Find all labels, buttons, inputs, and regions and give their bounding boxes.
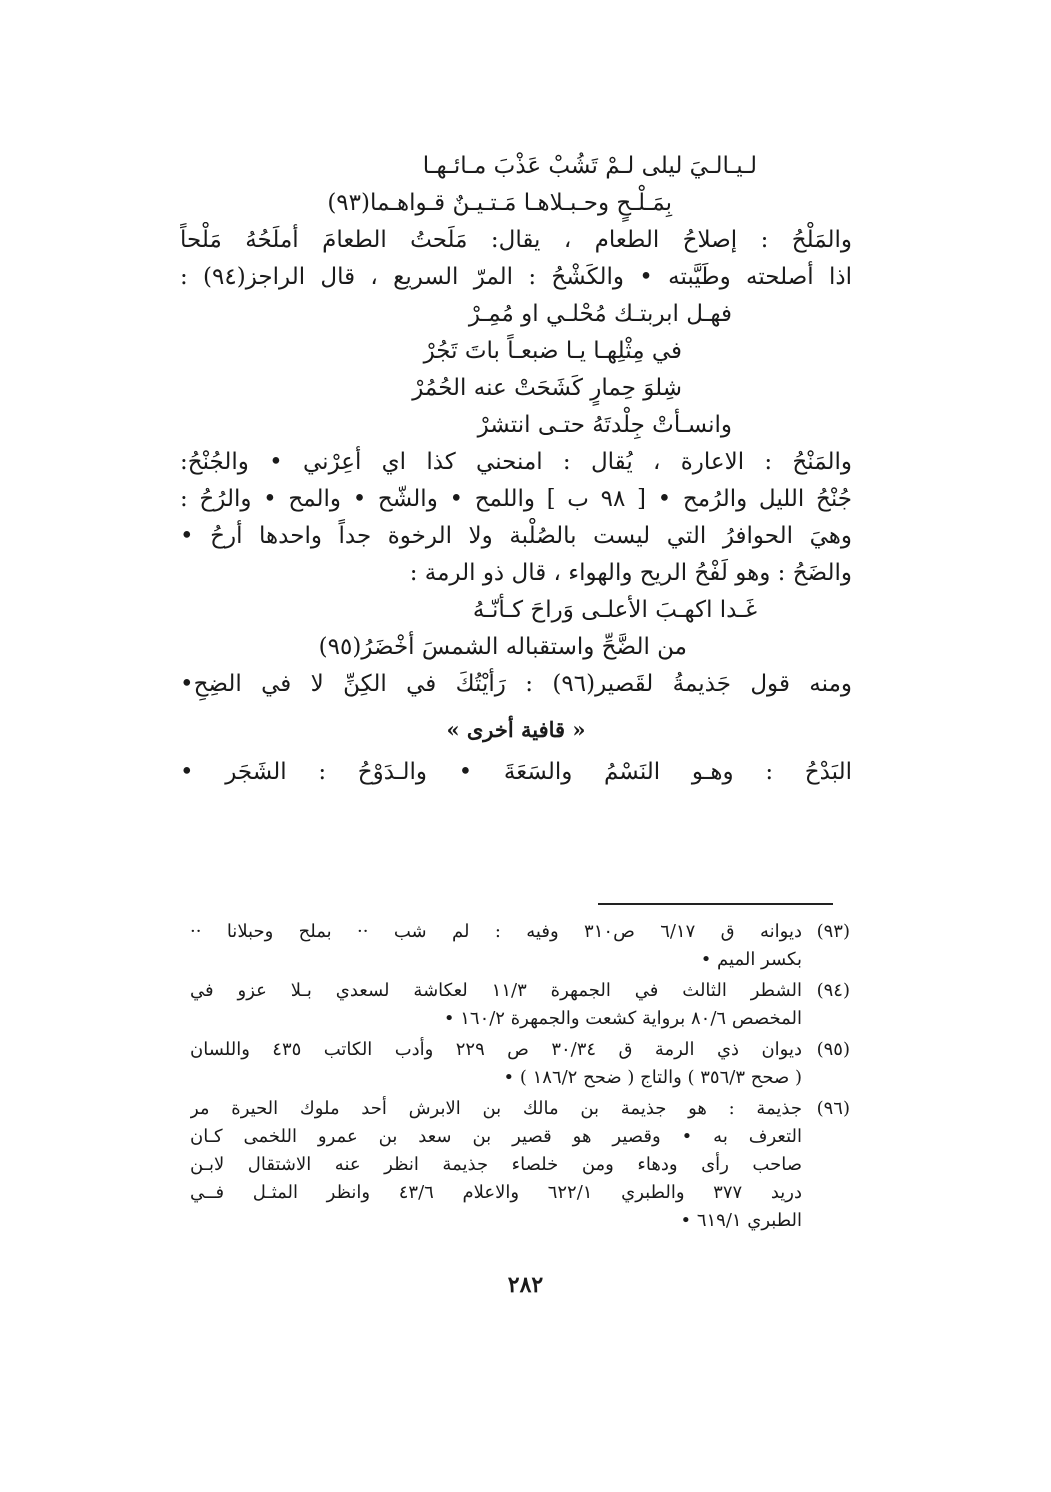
prose-line: وهيَ الحوافرُ التي ليست بالصُلْبة ولا الرخوة جداً واحدها أرحُ • (180, 523, 852, 549)
prose-line: والضَحُ : وهو لَفْحُ الريح والهواء ، قال ذو الرمة : (409, 560, 852, 586)
footnote-line: جذيمة : هو جذيمة بن مالك بن الابرش أحد ملوك الحيرة مر (190, 1098, 802, 1119)
verse-line: في مِثْلِهـا يـا ضبعـاً باتَ تَجُرْ (423, 338, 682, 364)
footnote-line: المخصص ٨٠/٦ برواية كشعت والجمهرة ١٦٠/٢ • (443, 1008, 802, 1029)
footnote-text (190, 1095, 802, 1235)
verse-line: لـيـالـيَ ليلى لـمْ تَشُبْ عَذْبَ مـائـهـا (422, 153, 757, 179)
prose-line: البَدْحُ : وهـو النَسْمُ والسَعَةَ • والـدَوْحُ : الشَجَر • (180, 759, 852, 785)
footnotes (190, 918, 850, 1238)
main-text (180, 148, 852, 791)
verse-line: وانسـأتْ جِلْدتَهُ حتـى انتشرْ (477, 412, 732, 438)
footnote-text (190, 1036, 802, 1092)
footnote-line: التعرف به • وقصير هو قصير بن سعد بن عمرو اللخمى كـان (190, 1126, 802, 1147)
footnote-divider (598, 903, 833, 905)
footnote-line: الشطر الثالث في الجمهرة ١١/٣ لعكاشة لسعدي بـلا عزو في (190, 980, 802, 1001)
verse-line: غَـدا اكهـبَ الأعلـى وَراحَ كـأنّـهُ (472, 597, 757, 623)
prose-line: ومنه قول جَذيمةُ لقَصير(٩٦) : رَأيْتُكَ في الكِنِّ لا في الضِحِ• (180, 671, 852, 697)
footnote-text (190, 918, 802, 974)
page-number: ٢٨٢ (507, 1272, 544, 1298)
footnote-line: دريد ٣٧٧ والطبري ٦٢٢/١ والاعلام ٤٣/٦ وانظر المثـل فــي (190, 1182, 802, 1203)
section-heading: « قافية أخرى » (446, 717, 586, 742)
footnote-line: ديوانه ق ٦/١٧ ص٣١٠ وفيه : لم شب ·· بملح وحبلانا ·· (190, 921, 802, 942)
prose-line: والمَنْحُ : الاعارة ، يُقال : امنحني كذا اي أعِرْني • والجُنْحُ: (180, 449, 852, 475)
prose-line: جُنْحُ الليل والرُمح • [ ٩٨ ب ] واللمح • والشّح • والمح • والرُحُ : (180, 486, 852, 512)
footnote (190, 1036, 850, 1092)
footnote-number: (٩٥) (816, 1039, 850, 1060)
verse-line: فهـل ابربتـك مُحْلـي او مُمِـرْ (468, 301, 732, 327)
verse-line: من الضَّحِّ واستقباله الشمسَ أخْضَرُ(٩٥) (318, 634, 687, 660)
prose-line: والمَلْحُ : إصلاحُ الطعام ، يقال: مَلَحتُ الطعامَ أملَحُهُ مَلْحاً (180, 227, 852, 253)
footnote (190, 977, 850, 1033)
footnote (190, 918, 850, 974)
verse-line: بِمَـلْـحٍ وحـبـلاهـا مَـتـيـنٌ قـواهـما(٩٣) (327, 190, 672, 216)
footnote-number: (٩٤) (816, 980, 850, 1001)
footnote-line: الطبري ٦١٩/١ • (680, 1210, 802, 1231)
footnote-number: (٩٦) (816, 1098, 850, 1119)
footnote-number: (٩٣) (816, 921, 850, 942)
footnote-line: بكسر الميم • (700, 949, 802, 970)
verse-line: شِلوَ حِمارٍ كَشَحَتْ عنه الحُمُرْ (412, 375, 682, 401)
footnote-line: صاحب رأى ودهاء ومن خلصاء جذيمة انظر عنه الاشتقال لابـن (190, 1154, 802, 1175)
prose-line: اذا أصلحته وطَيَّبته • والكَشْحُ : المرّ السريع ، قال الراجز(٩٤) : (180, 264, 852, 290)
footnote-line: ( صحح ٣٥٦/٣ ) والتاج ( ضحح ١٨٦/٢ ) • (503, 1067, 802, 1088)
footnote (190, 1095, 850, 1235)
footnote-text (190, 977, 802, 1033)
footnote-line: ديوان ذي الرمة ق ٣٠/٣٤ ص ٢٢٩ وأدب الكاتب ٤٣٥ واللسان (190, 1039, 802, 1060)
